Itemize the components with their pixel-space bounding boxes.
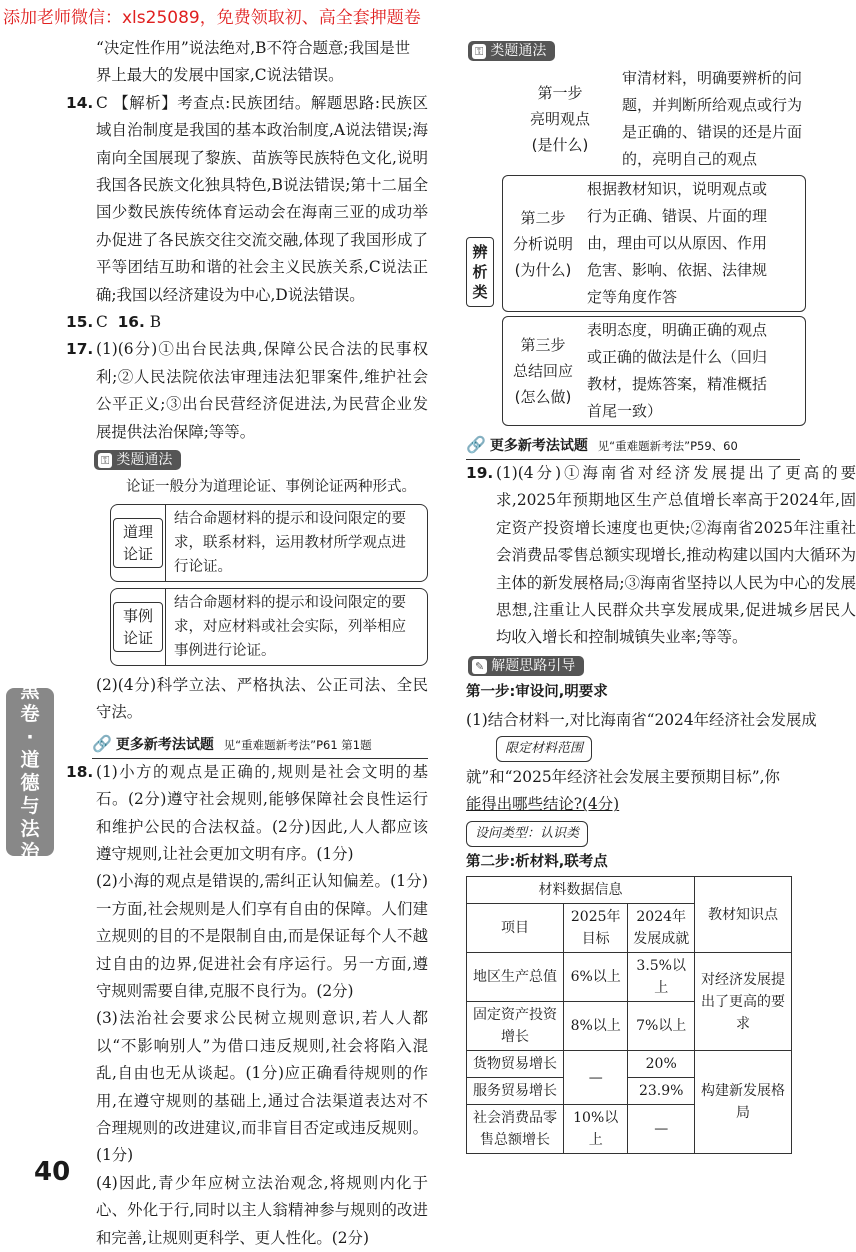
step-1-q: (是什么) bbox=[531, 136, 589, 154]
key-icon: ⚿ bbox=[98, 453, 112, 468]
step-2 bbox=[503, 176, 805, 311]
material-table bbox=[466, 876, 792, 1154]
q18-part2: (2)小海的观点是错误的,需纠正认知偏差。(1分)一方面,社会规则是人们享有自由的保障。人们建立规则的目的不是限制自由,而是保证每个人不越过自由的边界,促进社会有序运行。另一方面,遵守规则需要自律,克服不良行为。(2分) bbox=[96, 872, 428, 1000]
step-2-title: 第二步 bbox=[520, 208, 566, 227]
page-number: 40 bbox=[34, 1157, 71, 1187]
step-3-head bbox=[503, 317, 583, 425]
table-cell: — bbox=[563, 1051, 627, 1105]
watermark-banner: 添加老师微信：xls25089，免费领取初、高全套押题卷 bbox=[3, 8, 421, 28]
step-1-head bbox=[502, 65, 618, 173]
table-knowledge-1: 对经济发展提出了更高的要求 bbox=[695, 953, 792, 1051]
side-tab bbox=[6, 680, 54, 863]
analysis-steps bbox=[466, 65, 806, 426]
step1-title: 第一步:审设问,明要求 bbox=[466, 684, 608, 701]
method-badge-right bbox=[468, 41, 555, 61]
step-3-line: 或正确的做法是什么（回归 bbox=[587, 348, 768, 366]
argument-box-reason-text: 结合命题材料的提示和设问限定的要求，联系材料，运用教材所学观点进行论证。 bbox=[174, 510, 406, 575]
link-icon: 🔗 bbox=[92, 733, 112, 753]
question-18 bbox=[66, 759, 428, 869]
table-header-knowledge: 教材知识点 bbox=[695, 877, 792, 953]
argument-box-example-text: 结合命题材料的提示和设问限定的要求，对应材料或社会实际，列举相应事例进行论证。 bbox=[174, 594, 406, 659]
table-cell: 服务贸易增长 bbox=[467, 1078, 564, 1105]
table-knowledge-2: 构建新发展格局 bbox=[695, 1051, 792, 1154]
step-3-line: 首尾一致） bbox=[587, 402, 663, 420]
q19-text: (1)(4分)①海南省对经济发展提出了更高的要求,2025年预期地区生产总值增长率高于2024年,固定资产投资增长速度也更快;②海南省2025年注重社会消费品零售总额实现增长,推动构建以国内大循环为主体的新发展格局;③海南省坚持以人民为中心的发展思想,注重让人民群众共享发展成果,促进城乡居民人均收入增长和控制城镇失业率;等等。 bbox=[496, 464, 856, 647]
argument-box-example-label: 事例论证 bbox=[113, 602, 163, 652]
step-3-line: 表明态度，明确正确的观点 bbox=[587, 321, 768, 339]
q18-part1: (1)小方的观点是正确的,规则是社会文明的基石。(2分)遵守社会规则,能够保障社会良性运行和维护公民的合法权益。(2分)因此,人人都应该遵守规则,让社会更加文明有序。(1分) bbox=[96, 762, 428, 863]
method-badge-left bbox=[94, 450, 181, 470]
table-header-item: 项目 bbox=[467, 904, 564, 953]
question-19 bbox=[466, 460, 856, 652]
step-1-line: 是正确的、错误的还是片面 bbox=[622, 123, 803, 141]
link-icon: 🔗 bbox=[466, 435, 486, 454]
q17-part2: (2)(4分)科学立法、严格执法、公正司法、全民守法。 bbox=[96, 675, 428, 722]
step-1-line: 的，亮明自己的观点 bbox=[622, 150, 758, 168]
q17-text: (1)(6分)①出台民法典,保障公民合法的民事权利;②人民法院依法审理违法犯罪案件,维护社会公平正义;③出台民营经济促进法,为民营企业发展提供法治保障;等等。 bbox=[96, 340, 428, 441]
step-3-body bbox=[583, 317, 805, 425]
q17-number: 17. bbox=[66, 340, 94, 359]
q15-answer: C bbox=[96, 313, 108, 332]
q14-text: C 【解析】考查点:民族团结。解题思路:民族区域自治制度是我国的基本政治制度,A说法错误;海南向全国展现了黎族、苗族等民族特色文化,说明我国各民族文化独具特色,B说法错误;第十二届全国少数民族传统体育运动会在海南三亚的成功举办促进了各民族交往交流交融,体现了我国形成了平等团结互助和谐的社会主义民族关系,C说法正确;我国以经济建设为中心,D说法错误。 bbox=[96, 93, 428, 304]
intro-line-1: “决定性作用”说法绝对,B不符合题意;我国是世 bbox=[96, 39, 411, 57]
table-cell: — bbox=[628, 1105, 695, 1154]
more-tests-left-ref: 见“重难题新考法”P61 第1题 bbox=[223, 737, 372, 752]
step-2-body bbox=[583, 176, 805, 311]
step-2-line: 由，理由可以从原因、作用 bbox=[587, 234, 768, 252]
prompt-line-b: 就”和“2025年经济社会发展主要预期目标”,你 bbox=[466, 768, 780, 787]
step-2-frame bbox=[502, 175, 806, 312]
step2-title: 第二步:析材料,联考点 bbox=[466, 853, 608, 870]
question-14 bbox=[66, 90, 428, 309]
step-3-name: 总结回应 bbox=[512, 362, 573, 380]
argument-box-example bbox=[110, 588, 428, 666]
step-1-body bbox=[618, 65, 806, 173]
left-column bbox=[66, 35, 428, 1252]
handwritten-note-2: 设问类型：认识类 bbox=[466, 821, 588, 847]
q18-part3: (3)法治社会要求公民树立规则意识,若人人都以“不影响别人”为借口违反规则,社会将陷入混乱,自由也无从谈起。(1分)应正确看待规则的作用,在遵守规则的基础上,通过合法渠道表达对不合理规则的改进建议,而非盲目否定或违反规则。(1分) bbox=[96, 1009, 428, 1165]
step-2-line: 危害、影响、依据、法律规 bbox=[587, 261, 768, 279]
table-cell: 货物贸易增长 bbox=[467, 1051, 564, 1078]
bianxi-label: 辨析类 bbox=[466, 237, 494, 307]
q14-number: 14. bbox=[66, 93, 94, 112]
step-3-line: 教材，提炼答案，精准概括 bbox=[587, 375, 768, 393]
argument-box-example-label-wrap bbox=[111, 589, 166, 665]
method-intro: 论证一般分为道理论证、事例论证两种形式。 bbox=[126, 478, 416, 495]
prompt-line-c: 能得出哪些结论?(4分) bbox=[466, 795, 620, 814]
right-column bbox=[466, 35, 856, 1154]
step-2-line: 根据教材知识，说明观点或 bbox=[587, 180, 768, 198]
handwritten-note-1: 限定材料范围 bbox=[496, 736, 592, 762]
more-tests-left-title: 更多新考法试题 bbox=[115, 736, 214, 753]
step-2-line: 定等角度作答 bbox=[587, 288, 678, 306]
pencil-icon: ✎ bbox=[472, 659, 487, 674]
table-header-2024: 2024年发展成就 bbox=[628, 904, 695, 953]
side-tab-label: 黑卷·道德与法治 bbox=[20, 680, 40, 863]
argument-box-reason-label: 道理论证 bbox=[113, 518, 163, 568]
step-1-line: 审清材料，明确要辨析的问 bbox=[622, 69, 803, 87]
table-cell: 3.5%以上 bbox=[628, 953, 695, 1002]
table-cell: 6%以上 bbox=[563, 953, 627, 1002]
table-cell: 10%以上 bbox=[563, 1105, 627, 1154]
more-tests-left[interactable] bbox=[92, 731, 428, 759]
q16-answer: B bbox=[149, 313, 162, 332]
step-1-title: 第一步 bbox=[537, 84, 583, 102]
step-3 bbox=[503, 317, 805, 425]
step-2-name: 分析说明 bbox=[512, 234, 573, 253]
table-cell: 社会消费品零售总额增长 bbox=[467, 1105, 564, 1154]
q18-number: 18. bbox=[66, 762, 94, 781]
step-2-q: (为什么) bbox=[514, 260, 572, 279]
step-1 bbox=[502, 65, 806, 173]
q19-number: 19. bbox=[466, 464, 494, 482]
table-cell: 固定资产投资增长 bbox=[467, 1002, 564, 1051]
more-tests-right[interactable] bbox=[466, 432, 800, 460]
step-2-line: 行为正确、错误、片面的理 bbox=[587, 207, 768, 225]
guide-badge-label: 解题思路引导 bbox=[491, 657, 576, 674]
step-3-title: 第三步 bbox=[520, 336, 566, 354]
table-row bbox=[467, 1051, 792, 1078]
step-1-line: 题，并判断所给观点或行为 bbox=[622, 96, 803, 114]
step-3-frame bbox=[502, 316, 806, 426]
table-cell: 8%以上 bbox=[563, 1002, 627, 1051]
guide-badge bbox=[468, 656, 584, 676]
method-badge-right-label: 类题通法 bbox=[490, 43, 547, 59]
table-header-group: 材料数据信息 bbox=[467, 877, 695, 904]
argument-box-reason-label-wrap bbox=[111, 505, 166, 581]
table-cell: 地区生产总值 bbox=[467, 953, 564, 1002]
step-1-name: 亮明观点 bbox=[529, 110, 590, 128]
table-cell: 23.9% bbox=[628, 1078, 695, 1105]
q15-number: 15. bbox=[66, 313, 94, 332]
step-3-q: (怎么做) bbox=[514, 388, 572, 406]
more-tests-right-ref: 见“重难题新考法”P59、60 bbox=[597, 439, 738, 453]
table-header-2025: 2025年目标 bbox=[563, 904, 627, 953]
table-cell: 7%以上 bbox=[628, 1002, 695, 1051]
more-tests-right-title: 更多新考法试题 bbox=[489, 438, 588, 454]
intro-line-2: 界上最大的发展中国家,C说法错误。 bbox=[96, 66, 344, 85]
method-badge-left-label: 类题通法 bbox=[116, 452, 173, 469]
step-2-head bbox=[503, 176, 583, 311]
question-15-16 bbox=[66, 309, 428, 336]
q18-part4: (4)因此,青少年应树立法治观念,将规则内化于心、外化于行,同时以主人翁精神参与规则的改进和完善,让规则更科学、更人性化。(2分) bbox=[96, 1173, 428, 1247]
prompt-line-a: (1)结合材料一,对比海南省“2024年经济社会发展成 bbox=[466, 710, 817, 729]
argument-box-reason bbox=[110, 504, 428, 582]
q16-number: 16. bbox=[117, 313, 145, 332]
question-17 bbox=[66, 336, 428, 446]
table-row bbox=[467, 953, 792, 1002]
key-icon: ⚿ bbox=[472, 44, 486, 59]
table-cell: 20% bbox=[628, 1051, 695, 1078]
